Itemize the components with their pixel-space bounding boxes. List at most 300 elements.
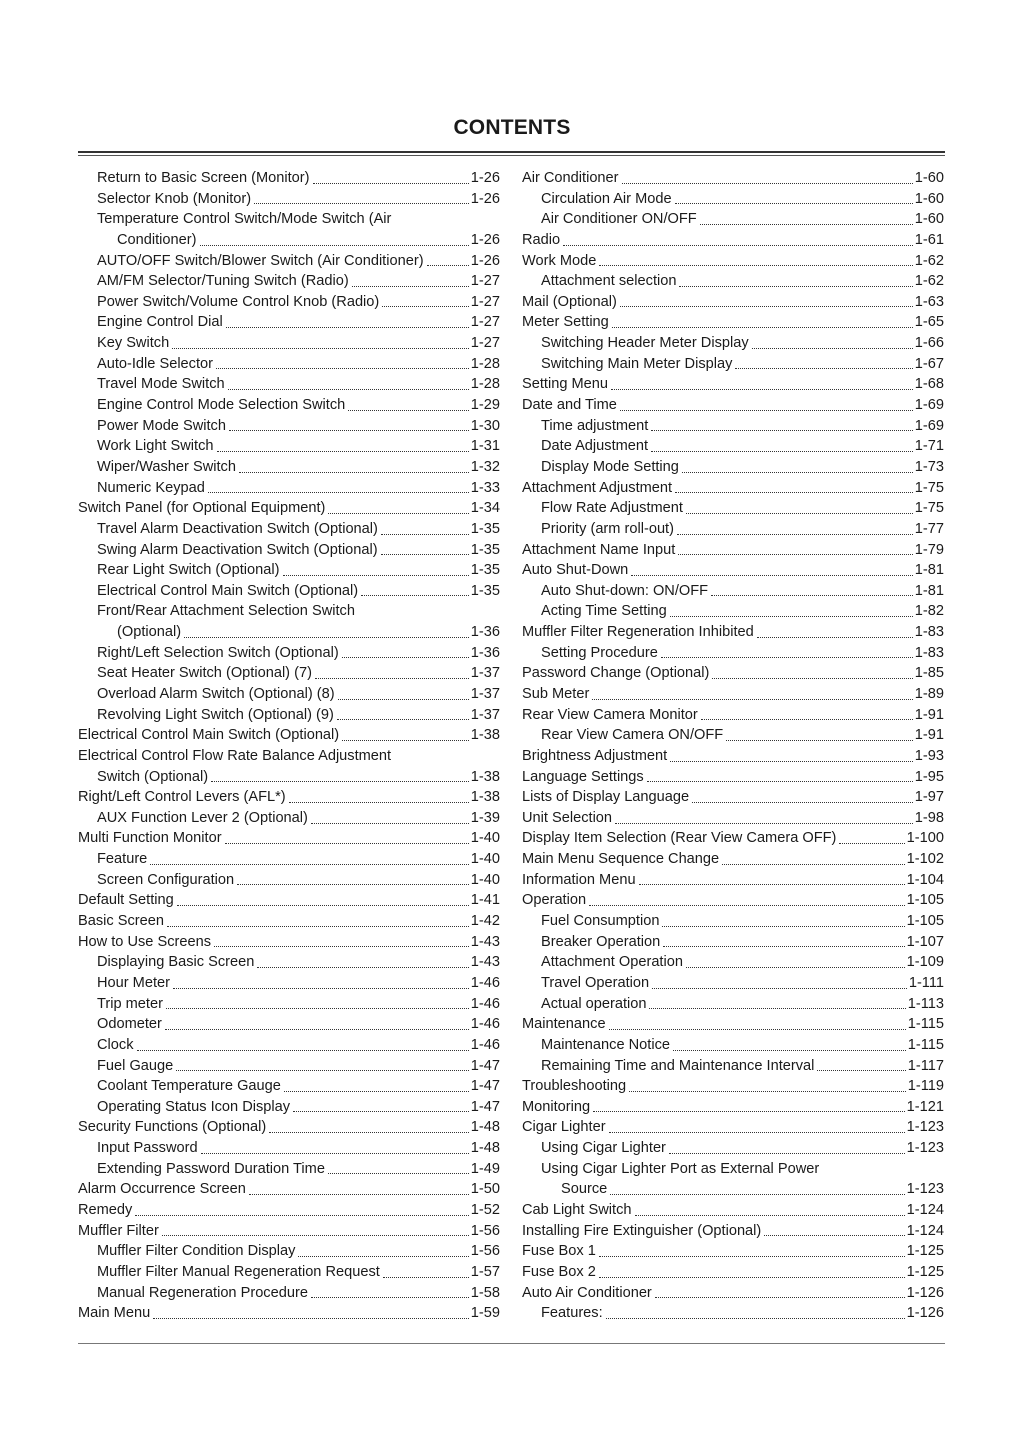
toc-entry[interactable] (78, 478, 500, 499)
toc-leader-dots (735, 368, 912, 369)
toc-leader-dots (284, 1091, 469, 1092)
toc-entry[interactable] (78, 911, 500, 932)
toc-entry[interactable] (78, 684, 500, 705)
toc-leader-dots (764, 1235, 904, 1236)
toc-leader-dots (135, 1215, 468, 1216)
toc-entry-page: 1-83 (914, 624, 944, 641)
toc-leader-dots (173, 988, 469, 989)
toc-entry[interactable] (522, 581, 944, 602)
toc-entry-page: 1-37 (470, 706, 500, 723)
toc-entry-title: AUX Function Lever 2 (Optional) (97, 809, 308, 826)
toc-entry[interactable] (522, 540, 944, 561)
toc-entry-page: 1-34 (470, 500, 500, 517)
toc-entry[interactable] (78, 705, 500, 726)
toc-entry[interactable] (78, 354, 500, 375)
toc-entry[interactable] (522, 622, 944, 643)
toc-leader-dots (352, 286, 469, 287)
toc-entry-page: 1-75 (914, 479, 944, 496)
toc-entry[interactable] (522, 808, 944, 829)
toc-entry-title: Swing Alarm Deactivation Switch (Optional) (97, 541, 378, 558)
toc-leader-dots (176, 1070, 469, 1071)
toc-entry-title: Switching Main Meter Display (541, 355, 733, 372)
toc-leader-dots (599, 265, 912, 266)
toc-entry[interactable] (78, 1138, 500, 1159)
toc-entry-title: Alarm Occurrence Screen (78, 1181, 246, 1198)
toc-entry-page: 1-100 (906, 830, 944, 847)
toc-entry-title: Source (561, 1181, 608, 1198)
toc-entry[interactable] (522, 911, 944, 932)
toc-entry-title: Muffler Filter Regeneration Inhibited (522, 624, 754, 641)
toc-entry-page: 1-47 (470, 1098, 500, 1115)
toc-entry-title: Work Mode (522, 252, 597, 269)
toc-entry-title: Engine Control Dial (97, 314, 223, 331)
toc-entry[interactable] (78, 416, 500, 437)
toc-entry-page: 1-62 (914, 273, 944, 290)
toc-entry[interactable] (78, 292, 500, 313)
toc-entry[interactable] (522, 168, 944, 189)
toc-leader-dots (283, 575, 469, 576)
toc-entry[interactable] (78, 209, 500, 230)
toc-entry-page: 1-79 (914, 541, 944, 558)
toc-entry[interactable] (522, 457, 944, 478)
toc-entry[interactable] (78, 1200, 500, 1221)
toc-entry[interactable] (78, 808, 500, 829)
toc-entry[interactable] (78, 230, 500, 251)
toc-leader-dots (651, 451, 913, 452)
toc-entry[interactable] (78, 663, 500, 684)
toc-leader-dots (701, 719, 913, 720)
toc-entry-page: 1-52 (470, 1202, 500, 1219)
toc-entry-page: 1-123 (906, 1119, 944, 1136)
toc-entry-page: 1-46 (470, 1036, 500, 1053)
toc-entry[interactable] (522, 209, 944, 230)
toc-entry[interactable] (522, 251, 944, 272)
toc-entry-title: Travel Alarm Deactivation Switch (Optional) (97, 520, 378, 537)
toc-entry[interactable] (78, 601, 500, 622)
toc-entry-title: Travel Operation (541, 974, 650, 991)
toc-entry-page: 1-35 (470, 541, 500, 558)
toc-entry-title: Electrical Control Flow Rate Balance Adjustment (78, 747, 392, 764)
toc-entry-page: 1-83 (914, 644, 944, 661)
toc-leader-dots (686, 513, 913, 514)
toc-entry[interactable] (78, 1076, 500, 1097)
toc-entry[interactable] (522, 684, 944, 705)
toc-entry-title: Front/Rear Attachment Selection Switch (97, 603, 355, 620)
toc-entry[interactable] (78, 1056, 500, 1077)
toc-entry[interactable] (78, 581, 500, 602)
toc-entry-title: Rear View Camera ON/OFF (541, 727, 724, 744)
toc-entry[interactable] (522, 849, 944, 870)
toc-entry[interactable] (522, 374, 944, 395)
toc-entry-title: Security Functions (Optional) (78, 1119, 267, 1136)
toc-leader-dots (817, 1070, 905, 1071)
footer-rule (78, 1343, 945, 1344)
toc-entry[interactable] (522, 973, 944, 994)
toc-leader-dots (620, 410, 913, 411)
toc-entry-page: 1-36 (470, 624, 500, 641)
toc-entry[interactable] (78, 333, 500, 354)
toc-entry-title: Manual Regeneration Procedure (97, 1284, 308, 1301)
toc-leader-dots (670, 761, 913, 762)
toc-entry-title: Flow Rate Adjustment (541, 500, 683, 517)
toc-entry[interactable] (78, 1241, 500, 1262)
toc-entry-title: Fuel Gauge (97, 1057, 174, 1074)
toc-entry[interactable] (78, 1014, 500, 1035)
toc-entry-page: 1-123 (906, 1140, 944, 1157)
toc-leader-dots (610, 1194, 904, 1195)
toc-leader-dots (361, 595, 469, 596)
toc-entry-page: 1-38 (470, 789, 500, 806)
toc-entry-title: How to Use Screens (78, 933, 212, 950)
toc-entry[interactable] (522, 478, 944, 499)
toc-entry[interactable] (522, 1117, 944, 1138)
toc-leader-dots (599, 1256, 905, 1257)
toc-entry-title: Rear Light Switch (Optional) (97, 562, 280, 579)
toc-entry[interactable] (78, 1303, 500, 1324)
toc-entry-page: 1-123 (906, 1181, 944, 1198)
toc-entry[interactable] (522, 1014, 944, 1035)
toc-entry-page: 1-40 (470, 851, 500, 868)
toc-entry[interactable] (522, 230, 944, 251)
toc-leader-dots (249, 1194, 469, 1195)
toc-entry[interactable] (522, 1179, 944, 1200)
toc-entry[interactable] (522, 354, 944, 375)
toc-entry-title: Breaker Operation (541, 933, 661, 950)
toc-leader-dots (655, 1297, 905, 1298)
toc-entry-title: Right/Left Control Levers (AFL*) (78, 789, 286, 806)
toc-entry[interactable] (522, 601, 944, 622)
toc-entry-page: 1-69 (914, 417, 944, 434)
toc-entry[interactable] (78, 1283, 500, 1304)
toc-entry[interactable] (78, 519, 500, 540)
toc-entry[interactable] (522, 312, 944, 333)
toc-entry-title: Display Item Selection (Rear View Camera OFF) (522, 830, 837, 847)
toc-entry[interactable] (522, 1035, 944, 1056)
toc-leader-dots (208, 492, 469, 493)
toc-entry-title: Setting Procedure (541, 644, 658, 661)
toc-entry-page: 1-82 (914, 603, 944, 620)
toc-entry[interactable] (78, 952, 500, 973)
toc-entry-title: Switching Header Meter Display (541, 335, 749, 352)
toc-entry[interactable] (78, 767, 500, 788)
toc-entry[interactable] (78, 1035, 500, 1056)
toc-entry[interactable] (522, 705, 944, 726)
toc-entry-page: 1-60 (914, 190, 944, 207)
toc-entry-title: Maintenance Notice (541, 1036, 670, 1053)
toc-entry-page: 1-113 (907, 995, 944, 1012)
toc-entry[interactable] (522, 1241, 944, 1262)
toc-entry[interactable] (522, 1056, 944, 1077)
toc-leader-dots (631, 575, 913, 576)
toc-entry-title: Information Menu (522, 871, 636, 888)
toc-entry-title: Switch Panel (for Optional Equipment) (78, 500, 326, 517)
toc-leader-dots (712, 678, 912, 679)
toc-entry-title: Fuse Box 1 (522, 1243, 596, 1260)
page-title: CONTENTS (453, 116, 571, 139)
toc-entry[interactable] (78, 189, 500, 210)
toc-entry-page: 1-69 (914, 397, 944, 414)
toc-leader-dots (679, 286, 912, 287)
toc-entry[interactable] (78, 622, 500, 643)
toc-entry[interactable] (78, 168, 500, 189)
toc-entry[interactable] (78, 787, 500, 808)
toc-entry[interactable] (522, 1076, 944, 1097)
toc-entry-page: 1-49 (470, 1160, 500, 1177)
toc-entry-title: Return to Basic Screen (Monitor) (97, 169, 310, 186)
toc-entry-page: 1-46 (470, 1016, 500, 1033)
toc-entry[interactable] (78, 1179, 500, 1200)
toc-entry-title: Date and Time (522, 397, 617, 414)
toc-entry-page: 1-67 (914, 355, 944, 372)
toc-entry-title: Mail (Optional) (522, 293, 617, 310)
toc-entry-page: 1-30 (470, 417, 500, 434)
toc-entry[interactable] (522, 952, 944, 973)
toc-entry-title: Displaying Basic Screen (97, 954, 255, 971)
toc-entry-page: 1-27 (470, 314, 500, 331)
toc-entry-page: 1-28 (470, 376, 500, 393)
toc-leader-dots (165, 1029, 469, 1030)
toc-leader-dots (593, 1111, 905, 1112)
toc-leader-dots (651, 430, 912, 431)
toc-entry-title: Rear View Camera Monitor (522, 706, 698, 723)
toc-entry[interactable] (522, 395, 944, 416)
toc-entry-title: Main Menu (78, 1305, 151, 1322)
toc-entry[interactable] (78, 994, 500, 1015)
toc-entry[interactable] (522, 767, 944, 788)
toc-leader-dots (166, 1008, 469, 1009)
toc-entry-page: 1-61 (914, 231, 944, 248)
toc-entry-page: 1-77 (914, 520, 944, 537)
toc-entry[interactable] (522, 1159, 944, 1180)
toc-entry-title: Odometer (97, 1016, 162, 1033)
toc-entry-title: Revolving Light Switch (Optional) (9) (97, 706, 334, 723)
toc-leader-dots (661, 657, 913, 658)
toc-entry-page: 1-38 (470, 727, 500, 744)
toc-entry-page: 1-41 (470, 892, 500, 909)
toc-entry[interactable] (78, 1159, 500, 1180)
toc-entry[interactable] (522, 787, 944, 808)
toc-leader-dots (216, 368, 469, 369)
toc-entry[interactable] (78, 829, 500, 850)
toc-leader-dots (269, 1132, 469, 1133)
toc-entry-title: Right/Left Selection Switch (Optional) (97, 644, 339, 661)
toc-entry[interactable] (78, 312, 500, 333)
toc-entry-page: 1-126 (906, 1284, 944, 1301)
toc-entry-page: 1-117 (907, 1057, 944, 1074)
toc-entry[interactable] (78, 1221, 500, 1242)
toc-entry-page: 1-35 (470, 520, 500, 537)
toc-entry-page: 1-93 (914, 747, 944, 764)
toc-entry[interactable] (78, 932, 500, 953)
toc-leader-dots (647, 781, 913, 782)
toc-entry[interactable] (522, 1262, 944, 1283)
toc-entry[interactable] (522, 1283, 944, 1304)
toc-entry-title: Setting Menu (522, 376, 608, 393)
toc-entry-title: Operating Status Icon Display (97, 1098, 291, 1115)
toc-entry-page: 1-58 (470, 1284, 500, 1301)
toc-entry[interactable] (78, 746, 500, 767)
toc-entry[interactable] (522, 498, 944, 519)
toc-leader-dots (722, 864, 905, 865)
toc-entry[interactable] (522, 890, 944, 911)
toc-entry-title: Attachment Adjustment (522, 479, 673, 496)
toc-entry-title: Maintenance (522, 1016, 606, 1033)
toc-entry-title: Feature (97, 851, 148, 868)
toc-entry-title: Monitoring (522, 1098, 591, 1115)
toc-entry[interactable] (522, 560, 944, 581)
toc-entry-title: Muffler Filter (78, 1222, 159, 1239)
toc-entry-page: 1-39 (470, 809, 500, 826)
toc-entry[interactable] (522, 1138, 944, 1159)
contents-right-column (522, 168, 944, 1324)
toc-entry[interactable] (522, 725, 944, 746)
toc-entry-title: Acting Time Setting (541, 603, 667, 620)
toc-entry-page: 1-97 (914, 789, 944, 806)
toc-leader-dots (338, 699, 469, 700)
toc-leader-dots (669, 1153, 905, 1154)
toc-entry[interactable] (78, 1262, 500, 1283)
toc-entry[interactable] (78, 498, 500, 519)
toc-entry-title: Display Mode Setting (541, 458, 679, 475)
toc-entry[interactable] (78, 457, 500, 478)
toc-entry[interactable] (78, 643, 500, 664)
toc-entry-page: 1-37 (470, 665, 500, 682)
toc-entry-page: 1-42 (470, 913, 500, 930)
toc-leader-dots (670, 616, 913, 617)
toc-leader-dots (315, 678, 469, 679)
toc-leader-dots (675, 492, 913, 493)
toc-entry-title: Features: (541, 1305, 603, 1322)
toc-leader-dots (682, 472, 913, 473)
toc-leader-dots (328, 513, 468, 514)
toc-leader-dots (228, 389, 469, 390)
toc-leader-dots (752, 348, 913, 349)
toc-entry-title: Attachment selection (541, 273, 677, 290)
toc-entry[interactable] (522, 870, 944, 891)
toc-entry[interactable] (522, 436, 944, 457)
toc-entry[interactable] (78, 973, 500, 994)
toc-entry-title: Basic Screen (78, 913, 164, 930)
toc-entry-title: Radio (522, 231, 561, 248)
toc-entry[interactable] (78, 374, 500, 395)
toc-entry[interactable] (78, 436, 500, 457)
toc-entry[interactable] (522, 1097, 944, 1118)
toc-entry-title: Troubleshooting (522, 1078, 627, 1095)
toc-entry[interactable] (522, 746, 944, 767)
toc-entry-page: 1-26 (470, 190, 500, 207)
toc-entry-page: 1-46 (470, 995, 500, 1012)
toc-entry[interactable] (522, 333, 944, 354)
toc-entry-title: Wiper/Washer Switch (97, 458, 236, 475)
toc-entry[interactable] (522, 519, 944, 540)
toc-entry-page: 1-115 (907, 1036, 944, 1053)
toc-entry[interactable] (522, 1200, 944, 1221)
toc-entry[interactable] (522, 292, 944, 313)
toc-entry-title: (Optional) (117, 624, 182, 641)
toc-entry[interactable] (522, 932, 944, 953)
toc-entry[interactable] (78, 1117, 500, 1138)
toc-entry[interactable] (78, 271, 500, 292)
toc-entry-title: Temperature Control Switch/Mode Switch (Air (97, 211, 392, 228)
toc-leader-dots (620, 306, 913, 307)
toc-entry[interactable] (522, 271, 944, 292)
toc-leader-dots (328, 1173, 469, 1174)
toc-entry[interactable] (522, 643, 944, 664)
toc-entry[interactable] (78, 849, 500, 870)
toc-leader-dots (677, 534, 913, 535)
toc-entry-page: 1-28 (470, 355, 500, 372)
toc-entry-page: 1-89 (914, 686, 944, 702)
toc-entry[interactable] (78, 870, 500, 891)
toc-entry-title: AUTO/OFF Switch/Blower Switch (Air Conditioner) (97, 252, 424, 269)
toc-entry[interactable] (78, 395, 500, 416)
toc-leader-dots (609, 1029, 906, 1030)
toc-entry-page: 1-62 (914, 252, 944, 269)
title-rule (78, 151, 945, 153)
toc-entry[interactable] (78, 890, 500, 911)
toc-entry[interactable] (522, 994, 944, 1015)
toc-leader-dots (177, 905, 469, 906)
toc-entry-title: Electrical Control Main Switch (Optional) (78, 727, 340, 744)
toc-leader-dots (606, 1318, 905, 1319)
toc-entry[interactable] (522, 189, 944, 210)
toc-entry-page: 1-33 (470, 479, 500, 496)
toc-entry-title: Auto Shut-Down (522, 562, 629, 579)
toc-leader-dots (639, 884, 905, 885)
toc-entry-page: 1-63 (914, 293, 944, 310)
toc-entry-title: Using Cigar Lighter (541, 1140, 666, 1157)
toc-entry-page: 1-40 (470, 830, 500, 847)
toc-entry-page: 1-26 (470, 231, 500, 248)
toc-leader-dots (211, 781, 469, 782)
toc-entry[interactable] (78, 560, 500, 581)
toc-leader-dots (293, 1111, 469, 1112)
toc-entry-title: Attachment Name Input (522, 541, 676, 558)
toc-leader-dots (757, 637, 913, 638)
toc-entry[interactable] (522, 829, 944, 850)
toc-entry-page: 1-68 (914, 376, 944, 393)
toc-entry[interactable] (522, 1303, 944, 1324)
toc-leader-dots (652, 988, 907, 989)
toc-entry-page: 1-29 (470, 397, 500, 414)
toc-entry[interactable] (522, 416, 944, 437)
toc-entry[interactable] (78, 725, 500, 746)
toc-entry-title: Hour Meter (97, 974, 170, 991)
toc-entry-page: 1-27 (470, 293, 500, 310)
toc-entry[interactable] (522, 663, 944, 684)
toc-entry-page: 1-56 (470, 1222, 500, 1239)
toc-entry[interactable] (78, 1097, 500, 1118)
toc-entry-title: Engine Control Mode Selection Switch (97, 397, 346, 414)
toc-entry-page: 1-47 (470, 1057, 500, 1074)
toc-entry-page: 1-95 (914, 768, 944, 785)
toc-entry[interactable] (522, 1221, 944, 1242)
toc-entry-page: 1-91 (914, 706, 944, 723)
toc-entry-title: Unit Selection (522, 809, 613, 826)
toc-leader-dots (673, 1050, 906, 1051)
toc-entry-page: 1-50 (470, 1181, 500, 1198)
toc-entry-title: Power Switch/Volume Control Knob (Radio) (97, 293, 380, 310)
toc-leader-dots (675, 203, 913, 204)
toc-leader-dots (662, 926, 904, 927)
toc-entry[interactable] (78, 540, 500, 561)
toc-entry-title: Installing Fire Extinguisher (Optional) (522, 1222, 762, 1239)
toc-entry[interactable] (78, 251, 500, 272)
toc-entry-title: Coolant Temperature Gauge (97, 1078, 281, 1095)
toc-entry-title: Conditioner) (117, 231, 197, 248)
toc-leader-dots (381, 534, 469, 535)
toc-leader-dots (563, 245, 913, 246)
